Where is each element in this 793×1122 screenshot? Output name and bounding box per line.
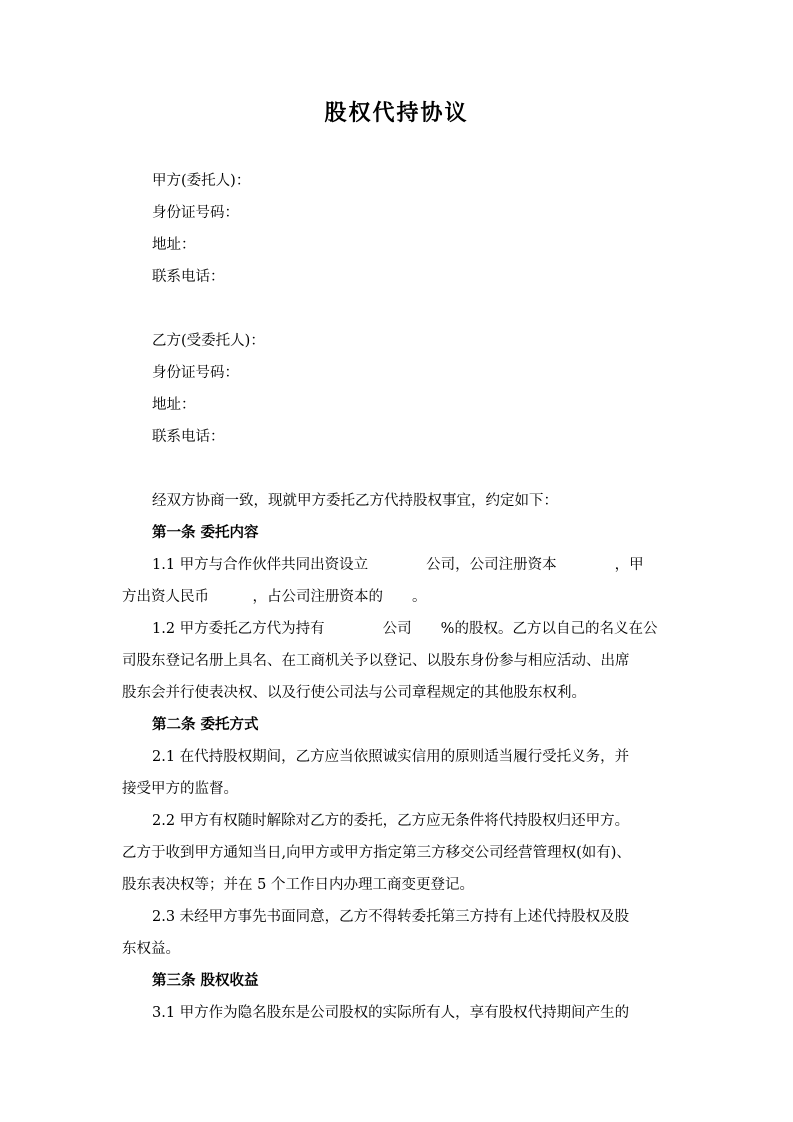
article-1-heading: 第一条 委托内容 xyxy=(152,524,259,541)
party-b-label: 乙方(受委托人)： xyxy=(152,333,265,349)
article-3-heading: 第三条 股权收益 xyxy=(152,972,259,989)
party-a-label: 甲方(委托人)： xyxy=(152,173,251,189)
party-b-id-label: 身份证号码： xyxy=(152,365,239,381)
article-2-clause-3-line-2: 东权益。 xyxy=(122,941,180,957)
party-a-id-label: 身份证号码： xyxy=(152,205,239,221)
article-1-clause-1-line-2: 方出资人民币 ，占公司注册资本的 。 xyxy=(122,589,427,605)
party-b-address-label: 地址： xyxy=(152,397,196,413)
article-2-heading: 第二条 委托方式 xyxy=(152,716,259,733)
agreement-intro: 经双方协商一致，现就甲方委托乙方代持股权事宜，约定如下： xyxy=(152,493,558,509)
article-2-clause-2-line-2: 乙方于收到甲方通知当日,向甲方或甲方指定第三方移交公司经营管理权(如有)、 xyxy=(122,845,631,861)
article-2-clause-2-line-1: 2.2 甲方有权随时解除对乙方的委托，乙方应无条件将代持股权归还甲方。 xyxy=(152,813,630,829)
article-2-clause-3-line-1: 2.3 未经甲方事先书面同意，乙方不得转委托第三方持有上述代持股权及股 xyxy=(152,909,630,925)
party-b-phone-label: 联系电话： xyxy=(152,429,225,445)
party-a-phone-label: 联系电话： xyxy=(152,269,225,285)
article-2-clause-2-line-3: 股东表决权等；并在 5 个工作日内办理工商变更登记。 xyxy=(122,877,474,893)
article-1-clause-1-line-1: 1.1 甲方与合作伙伴共同出资设立 公司，公司注册资本 ，甲 xyxy=(152,557,644,573)
article-1-clause-2-line-3: 股东会并行使表决权、以及行使公司法与公司章程规定的其他股东权利。 xyxy=(122,685,586,701)
article-1-clause-2-line-2: 司股东登记名册上具名、在工商机关予以登记、以股东身份参与相应活动、出席 xyxy=(122,653,630,669)
party-a-address-label: 地址： xyxy=(152,237,196,253)
article-3-clause-1-line-1: 3.1 甲方作为隐名股东是公司股权的实际所有人，享有股权代持期间产生的 xyxy=(152,1005,630,1021)
article-2-clause-1-line-1: 2.1 在代持股权期间，乙方应当依照诚实信用的原则适当履行受托义务，并 xyxy=(152,749,630,765)
article-2-clause-1-line-2: 接受甲方的监督。 xyxy=(122,781,238,797)
article-1-clause-2-line-1: 1.2 甲方委托乙方代为持有 公司 %的股权。乙方以自己的名义在公 xyxy=(152,621,658,637)
document-title: 股权代持协议 xyxy=(324,100,469,126)
